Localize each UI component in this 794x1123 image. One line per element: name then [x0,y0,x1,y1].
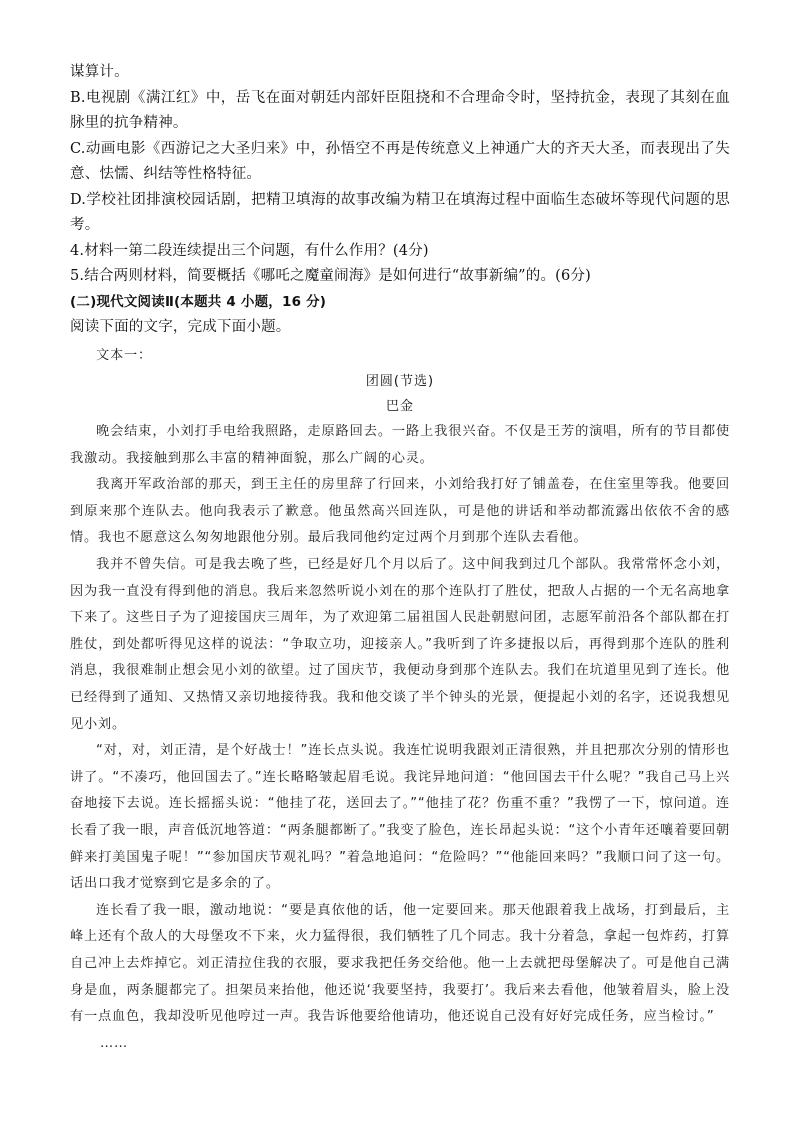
story-paragraph-5: 连长看了我一眼，激动地说：“要是真依他的话，他一定要回来。那天他跟着我上战场，打到最后，主峰上还有个敌人的大母堡攻不下来，火力猛得很，我们牺牲了几个同志。我十分着急，拿起一包炸药，打算自己冲上去炸掉它。刘正清拉住我的衣服，要求我把任务交给他。他一上去就把母堡解决了。可是他自己满身是血，两条腿都完了。担架员来抬他，他还说‘我要坚持，我要打’。我后来去看他，他皱着眉头，脸上没有一点血色，我却没听见他哼过一声。我告诉他要给他请功，他还说自己没有好好完成任务，应当检讨。” [70,902,730,1025]
option-d: D.学校社团排演校园话剧，把精卫填海的故事改编为精卫在填海过程中面临生态破坏等现代问题的思考。 [70,191,730,233]
option-c: C.动画电影《西游记之大圣归来》中，孙悟空不再是传统意义上神通广大的齐天大圣，而表现出了失意、怯懦、纠结等性格特征。 [70,140,730,182]
story-author: 巴金 [385,399,414,415]
reading-instruction: 阅读下面的文字，完成下面小题。 [70,319,291,335]
story-paragraph-2: 我离开军政治部的那天，到王主任的房里辞了行回来，小刘给我打好了铺盖卷，在住室里等我。他要回到原来那个连队去。他向我表示了歉意。他虽然高兴回连队，可是他的讲话和举动都流露出依依不舍的感情。我也不愿意这么匆匆地跟他分别。最后我同他约定过两个月到那个连队去看他。 [70,477,730,546]
option-a-tail: 谋算计。 [70,64,129,80]
story-paragraph-4: “对，对，刘正清，是个好战士！”连长点头说。我连忙说明我跟刘正清很熟，并且把那次分别的情形也讲了。“不凑巧，他回国去了。”连长略略皱起眉毛说。我诧异地问道：“他回国去干什么呢？”我自己马上兴奋地接下去说。连长摇摇头说：“他挂了花，送回去了。”“他挂了花？伤重不重？”我愣了一下，惊问道。连长看了我一眼，声音低沉地答道：“两条腿都断了。”我变了脸色，连长昂起头说：“这个小青年还嚷着要回朝鲜来打美国鬼子呢！”“参加国庆节观礼吗？”着急地追问：“危险吗？”“他能回来吗？”我顺口问了这一句。话出口我才觉察到它是多余的了。 [70,743,730,892]
text-label: 文本一： [96,347,152,363]
question-4: 4.材料一第二段连续提出三个问题，有什么作用？(4分) [70,242,429,259]
question-5: 5.结合两则材料，简要概括《哪吒之魔童闹海》是如何进行“故事新编”的。(6分) [70,268,591,284]
page-content [70,60,730,1057]
option-b: B.电视剧《满江红》中，岳飞在面对朝廷内部奸臣阻挠和不合理命令时，坚持抗金，表现了其刻在血脉里的抗争精神。 [70,89,730,131]
story-paragraph-3: 我并不曾失信。可是我去晚了些，已经是好几个月以后了。这中间我到过几个部队。我常常怀念小刘，因为我一直没有得到他的消息。我后来忽然听说小刘在的那个连队打了胜仗，把敌人占据的一个无名高地拿下来了。这些日子为了迎接国庆三周年，为了欢迎第二届祖国人民赴朝慰问团，志愿军前沿各个部队都在打胜仗，到处都听得见这样的说法：“争取立功，迎接亲人。”我听到了许多捷报以后，再得到那个连队的胜利消息，我很难制止想会见小刘的欲望。过了国庆节，我便动身到那个连队去。我们在坑道里见到了连长。他已经得到了通知、又热情又亲切地接待我。我和他交谈了半个钟头的光景，便提起小刘的名字，还说我想见见小刘。 [70,557,730,732]
story-paragraph-1: 晚会结束，小刘打手电给我照路，走原路回去。一路上我很兴奋。不仅是王芳的演唱，所有的节目都使我激动。我接触到那么丰富的精神面貌，那么广阔的心灵。 [70,424,730,466]
story-title: 团圆(节选) [365,374,435,390]
section-heading: (二)现代文阅读Ⅱ(本题共 4 小题，16 分) [70,293,327,310]
story-ellipsis: …… [100,1035,128,1051]
